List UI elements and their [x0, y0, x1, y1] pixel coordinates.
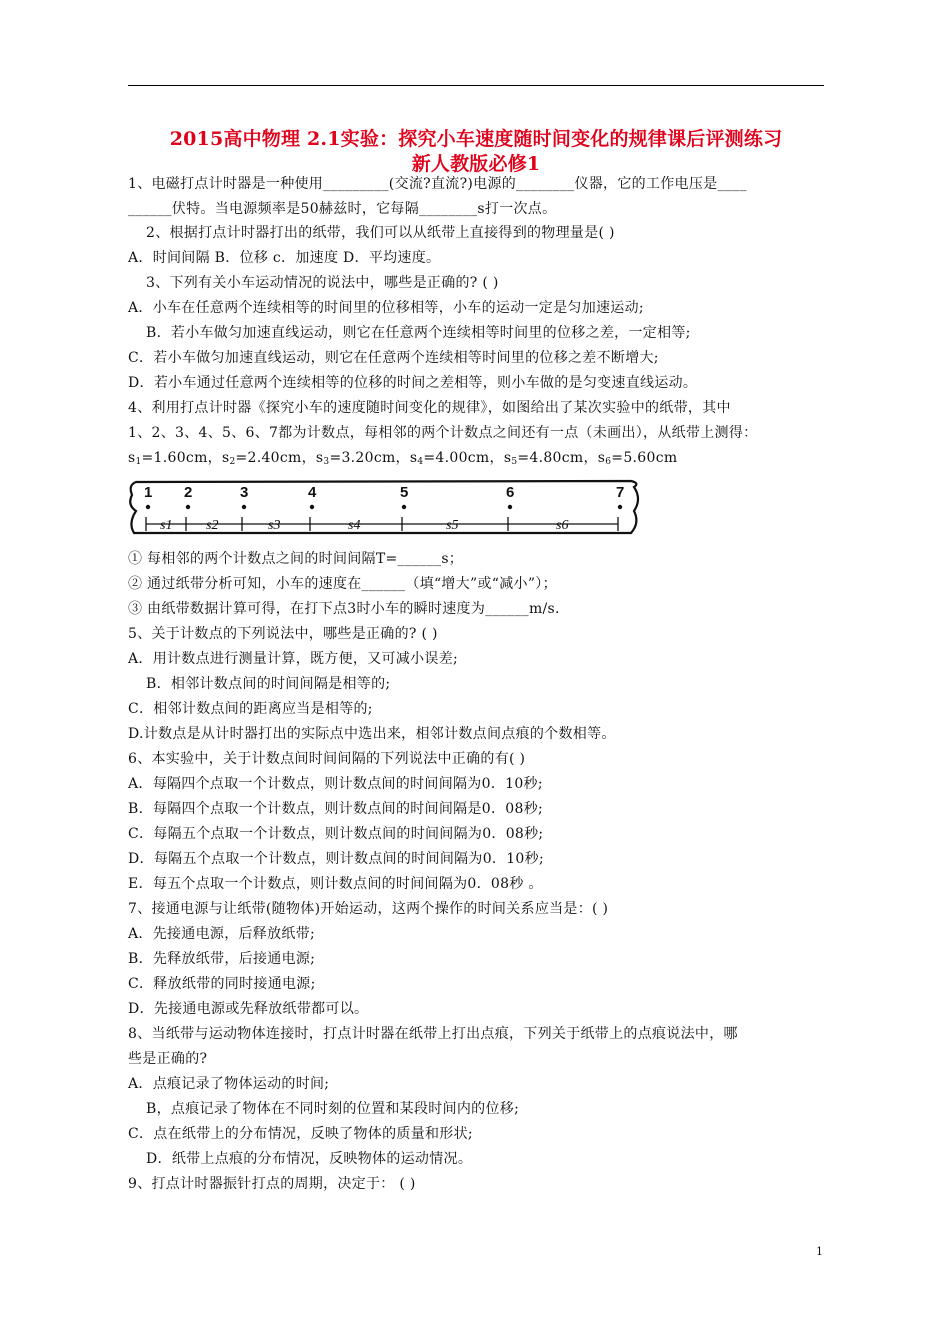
page-number: 1	[816, 1245, 823, 1258]
q6-option-b: B．每隔四个点取一个计数点，则计数点间的时间间隔是0．08秒;	[128, 801, 544, 817]
q5-option-b: B．相邻计数点间的时间间隔是相等的;	[146, 676, 391, 692]
q4-sub-3: ③ 由纸带数据计算可得，在打下点3时小车的瞬时速度为______m/s.	[128, 601, 560, 617]
title-line-1: 2015高中物理 2.1实验：探究小车速度随时间变化的规律课后评测练习	[169, 128, 783, 150]
q8-option-a: A．点痕记录了物体运动的时间;	[128, 1076, 330, 1092]
q4-stem-1: 4、利用打点计时器《探究小车的速度随时间变化的规律》，如图给出了某次实验中的纸带，其中	[128, 400, 731, 416]
q3-option-b: B．若小车做匀加速直线运动，则它在任意两个连续相等时间里的位移之差，一定相等;	[146, 325, 691, 341]
q2-options: A．时间间隔 B．位移 c．加速度 D．平均速度。	[128, 250, 441, 266]
q6-option-a: A．每隔四个点取一个计数点，则计数点间的时间间隔为0．10秒;	[128, 776, 543, 792]
tape-point-label: 7	[616, 484, 625, 501]
paper-tape-figure	[126, 477, 648, 539]
q1-line-1: 1、电磁打点计时器是一种使用_________(交流?直流?)电源的________仪器，它的工作电压是____	[128, 176, 747, 192]
q3-option-c: C．若小车做匀加速直线运动，则它在任意两个连续相等时间里的位移之差不断增大;	[128, 350, 659, 366]
q3-option-d: D．若小车通过任意两个连续相等的位移的时间之差相等，则小车做的是匀变速直线运动。	[128, 375, 698, 391]
q4-stem-2: 1、2、3、4、5、6、7都为计数点，每相邻的两个计数点之间还有一点（未画出），从纸带上测得：	[128, 425, 758, 441]
q8-stem-1: 8、当纸带与运动物体连接时，打点计时器在纸带上打出点痕，下列关于纸带上的点痕说法中，哪	[128, 1026, 738, 1042]
q8-stem-2: 些是正确的?	[128, 1051, 208, 1067]
q7-option-c: C．释放纸带的同时接通电源;	[128, 976, 316, 992]
q8-option-b: B，点痕记录了物体在不同时刻的位置和某段时间内的位移;	[146, 1101, 520, 1117]
tape-segment-label: s2	[206, 518, 219, 533]
tape-point-label: 2	[184, 484, 193, 501]
tape-point-label: 4	[308, 484, 317, 501]
q6-option-d: D．每隔五个点取一个计数点，则计数点间的时间间隔为0．10秒;	[128, 851, 544, 867]
q8-option-c: C．点在纸带上的分布情况，反映了物体的质量和形状;	[128, 1126, 473, 1142]
q5-option-c: C．相邻计数点间的距离应当是相等的;	[128, 701, 373, 717]
tape-dot	[508, 505, 512, 509]
q6-option-c: C．每隔五个点取一个计数点，则计数点间的时间间隔为0．08秒;	[128, 826, 544, 842]
tape-dot	[618, 505, 622, 509]
tape-point-label: 1	[144, 484, 153, 501]
tape-dot	[310, 505, 314, 509]
tape-segment-label: s3	[268, 518, 281, 533]
tape-point-label: 3	[240, 484, 249, 501]
q9-stem: 9、打点计时器振针打点的周期，决定于： ( )	[128, 1176, 416, 1192]
q4-sub-1: ① 每相邻的两个计数点之间的时间间隔T=______s；	[128, 551, 464, 567]
tape-point-label: 6	[506, 484, 515, 501]
title-line-2: 新人教版必修1	[411, 153, 541, 175]
tape-dot	[402, 505, 406, 509]
q7-stem: 7、接通电源与让纸带(随物体)开始运动，这两个操作的时间关系应当是：( )	[128, 901, 609, 917]
q1-line-2: ______伏特。当电源频率是50赫兹时，它每隔________s打一次点。	[128, 201, 557, 217]
q3-option-a: A．小车在任意两个连续相等的时间里的位移相等，小车的运动一定是匀加速运动;	[128, 300, 644, 316]
document-title	[126, 127, 826, 177]
tape-segment-label: s5	[446, 518, 459, 533]
q7-option-a: A．先接通电源，后释放纸带;	[128, 926, 316, 942]
q5-stem: 5、关于计数点的下列说法中，哪些是正确的? ( )	[128, 626, 438, 642]
q7-option-d: D．先接通电源或先释放纸带都可以。	[128, 1001, 369, 1017]
q5-option-d: D.计数点是从计时器打出的实际点中选出来，相邻计数点间点痕的个数相等。	[128, 726, 616, 742]
tape-segment-label: s1	[160, 518, 173, 533]
q8-option-d: D．纸带上点痕的分布情况，反映物体的运动情况。	[146, 1151, 473, 1167]
tape-dot	[186, 505, 190, 509]
q5-option-a: A．用计数点进行测量计算，既方便，又可减小误差;	[128, 651, 459, 667]
q3-stem: 3、下列有关小车运动情况的说法中，哪些是正确的? ( )	[146, 275, 499, 291]
tape-segment-label: s6	[556, 518, 569, 533]
q6-option-e: E．每五个点取一个计数点，则计数点间的时间间隔为0．08秒 。	[128, 876, 543, 892]
tape-segment-label: s4	[348, 518, 361, 533]
q6-stem: 6、本实验中，关于计数点间时间间隔的下列说法中正确的有( )	[128, 751, 526, 767]
q2-stem: 2、根据打点计时器打出的纸带，我们可以从纸带上直接得到的物理量是( )	[146, 225, 615, 241]
q7-option-b: B．先释放纸带，后接通电源;	[128, 951, 316, 967]
header-rule	[128, 85, 824, 86]
q4-measurements: $s_1=1.60cm$，$s_2=2.40cm$，$s_3=3.20cm$，$s_4=4.00cm$，$s_5=4.80cm$，$s_6=5.60cm$	[128, 450, 678, 467]
q4-sub-2: ② 通过纸带分析可知，小车的速度在______（填“增大”或“减小”）；	[128, 576, 557, 592]
tape-dot	[242, 505, 246, 509]
tape-point-label: 5	[400, 484, 409, 501]
tape-dot	[146, 505, 150, 509]
